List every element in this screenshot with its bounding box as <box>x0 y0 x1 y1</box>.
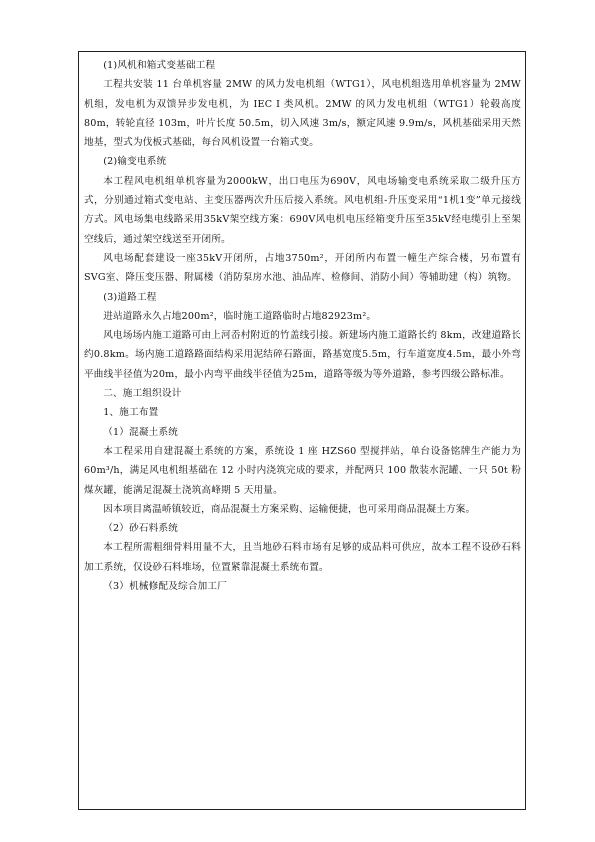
paragraph-commercial-concrete: 因本项目离温峤镇较近，商品混凝土方案采购、运输便捷，也可采用商品混凝土方案。 <box>103 503 476 515</box>
paragraph-transmission-system: 本工程风电机组单机容量为2000kW，出口电压为690V，风电场输变电系统采取二级升压方式，分别通过箱式变电站、主变压器两次升压后接入系统。风电机组-升压变采用“1机1变”单元接线方式。风电场集电线路采用35kV架空线方案：690V风电机电压经箱变升压至35kV经电缆引上至架空线后，通过架空线送至开闭所。 <box>84 175 521 245</box>
section-heading-aggregate-system: （2）砂石料系统 <box>103 523 179 535</box>
paragraph-road-land-use: 进站道路永久占地200m²，临时施工道路临时占地82923m²。 <box>103 310 377 322</box>
paragraph-concrete-system: 本工程采用自建混凝土系统的方案，系统设 1 座 HZS60 型搅拌站，单台设备铭牌生产能力为 60m³/h，满足风电机组基础在 12 小时内浇筑完成的要求，并配两只 100 散装水泥罐、一只 50t 粉煤灰罐，能满足混凝土浇筑高峰期 5 天用量。 <box>84 445 521 496</box>
paragraph-switching-station: 风电场配套建设一座35kV开闭所，占地3750m²，开闭所内布置一幢生产综合楼，另布置有SVG室、降压变压器、附属楼（消防泵房水池、油品库、检修间、消防小间）等辅助建（构）筑物。 <box>84 252 521 284</box>
section-heading-construction-design: 二、施工组织设计 <box>103 388 182 400</box>
section-heading-machinery-workshop: （3）机械修配及综合加工厂 <box>103 581 228 593</box>
section-heading-road-works: (3)道路工程 <box>103 291 157 303</box>
paragraph-road-details: 风电场场内施工道路可由上河岙村附近的竹盖线引接。新建场内施工道路长约 8km，改建道路长约0.8km。场内施工道路路面结构采用泥结碎石路面，路基宽度5.5m，行车道宽度4.5m，最小外弯平曲线半径值为20m，最小内弯平曲线半径值为25m，道路等级为等外道路，参考四级公路标准。 <box>84 330 521 380</box>
document-body <box>84 56 521 596</box>
section-heading-construction-layout: 1、施工布置 <box>103 407 159 419</box>
paragraph-aggregate-system: 本工程所需粗细骨料用量不大，且当地砂石料市场有足够的成品料可供应，故本工程不设砂石料加工系统，仅设砂石料堆场，位置紧靠混凝土系统布置。 <box>84 542 521 573</box>
section-heading-wind-turbine-foundation: (1)风机和箱式变基础工程 <box>103 60 216 71</box>
paragraph-turbine-specs: 工程共安装 11 台单机容量 2MW 的风力发电机组（WTG1），风电机组选用单机容量为 2MW 机组，发电机为双馈异步发电机，为 IEC I 类风机。2MW 的风力发电机组（WTG1）轮毂高度 80m，转轮直径 103m，叶片长度 50.5m，切入风速 3m/s，额定风速 9.9m/s，风机基础采用天然地基，型式为伐板式基础，每台风机设置一台箱式变。 <box>84 79 521 149</box>
section-heading-concrete-system: （1）混凝土系统 <box>103 426 179 438</box>
section-heading-transmission-system: (2)输变电系统 <box>103 156 167 168</box>
